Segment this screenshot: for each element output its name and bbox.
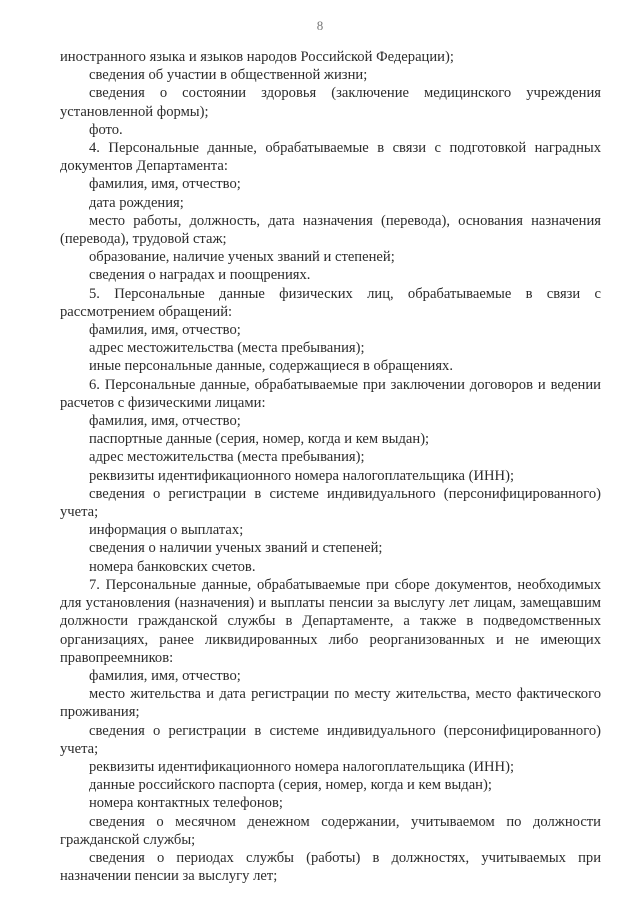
list-item: место жительства и дата регистрации по месту жительства, место фактического проживания; bbox=[60, 686, 601, 721]
paragraph-continuation: иностранного языка и языков народов Российской Федерации); bbox=[60, 49, 454, 65]
list-item: сведения о состоянии здоровья (заключение медицинского учреждения установленной формы); bbox=[60, 85, 601, 120]
list-item: адрес местожительства (места пребывания); bbox=[89, 340, 365, 357]
list-item: адрес местожительства (места пребывания); bbox=[89, 449, 365, 466]
list-item: паспортные данные (серия, номер, когда и кем выдан); bbox=[89, 431, 430, 448]
list-item: иные персональные данные, содержащиеся в обращениях. bbox=[89, 358, 453, 375]
list-item: реквизиты идентификационного номера налогоплательщика (ИНН); bbox=[89, 758, 514, 775]
section-heading-7: 7. Персональные данные, обрабатываемые при сборе документов, необходимых для установления (назначения) и выплаты пенсии за выслугу лет лицам, замещавшим должности гражданской службы в Департаменте, а также в подведомственных организациях, ранее ликвидированных либо реорганизованных и не имеющих правопреемников: bbox=[60, 576, 601, 666]
list-item: сведения о периодах службы (работы) в должностях, учитываемых при назначении пенсии за выслугу лет; bbox=[60, 849, 601, 885]
list-item: фамилия, имя, отчество; bbox=[89, 667, 241, 684]
section-heading-5: 5. Персональные данные физических лиц, обрабатываемые в связи с рассмотрением обращений: bbox=[60, 285, 601, 320]
list-item: информация о выплатах; bbox=[89, 522, 244, 539]
list-item: номера банковских счетов. bbox=[89, 558, 256, 575]
list-item: дата рождения; bbox=[89, 194, 184, 211]
list-item: место работы, должность, дата назначения (перевода), основания назначения (перевода), трудовой стаж; bbox=[60, 212, 601, 248]
list-item: сведения о наличии ученых званий и степеней; bbox=[89, 540, 383, 557]
list-item: фамилия, имя, отчество; bbox=[89, 413, 241, 430]
document-body bbox=[60, 48, 601, 885]
list-item: сведения о месячном денежном содержании, учитываемом по должности гражданской службы; bbox=[60, 813, 601, 848]
list-item: фамилия, имя, отчество; bbox=[89, 176, 241, 193]
list-item: сведения о регистрации в системе индивидуального (персонифицированного) учета; bbox=[60, 722, 601, 757]
list-item: сведения о наградах и поощрениях. bbox=[89, 267, 311, 284]
page-number: 8 bbox=[316, 18, 324, 33]
section-heading-4: 4. Персональные данные, обрабатываемые в связи с подготовкой наградных документов Департамента: bbox=[60, 140, 601, 175]
list-item: образование, наличие ученых званий и степеней; bbox=[89, 249, 395, 266]
list-item: данные российского паспорта (серия, номер, когда и кем выдан); bbox=[89, 777, 492, 794]
section-heading-6: 6. Персональные данные, обрабатываемые при заключении договоров и ведении расчетов с физическими лицами: bbox=[60, 376, 601, 411]
list-item: номера контактных телефонов; bbox=[89, 795, 283, 812]
list-item: сведения о регистрации в системе индивидуального (персонифицированного) учета; bbox=[60, 485, 601, 521]
list-item: реквизиты идентификационного номера налогоплательщика (ИНН); bbox=[89, 467, 514, 484]
list-item: фамилия, имя, отчество; bbox=[89, 322, 241, 339]
list-item: сведения об участии в общественной жизни; bbox=[89, 67, 368, 84]
list-item: фото. bbox=[89, 121, 123, 138]
